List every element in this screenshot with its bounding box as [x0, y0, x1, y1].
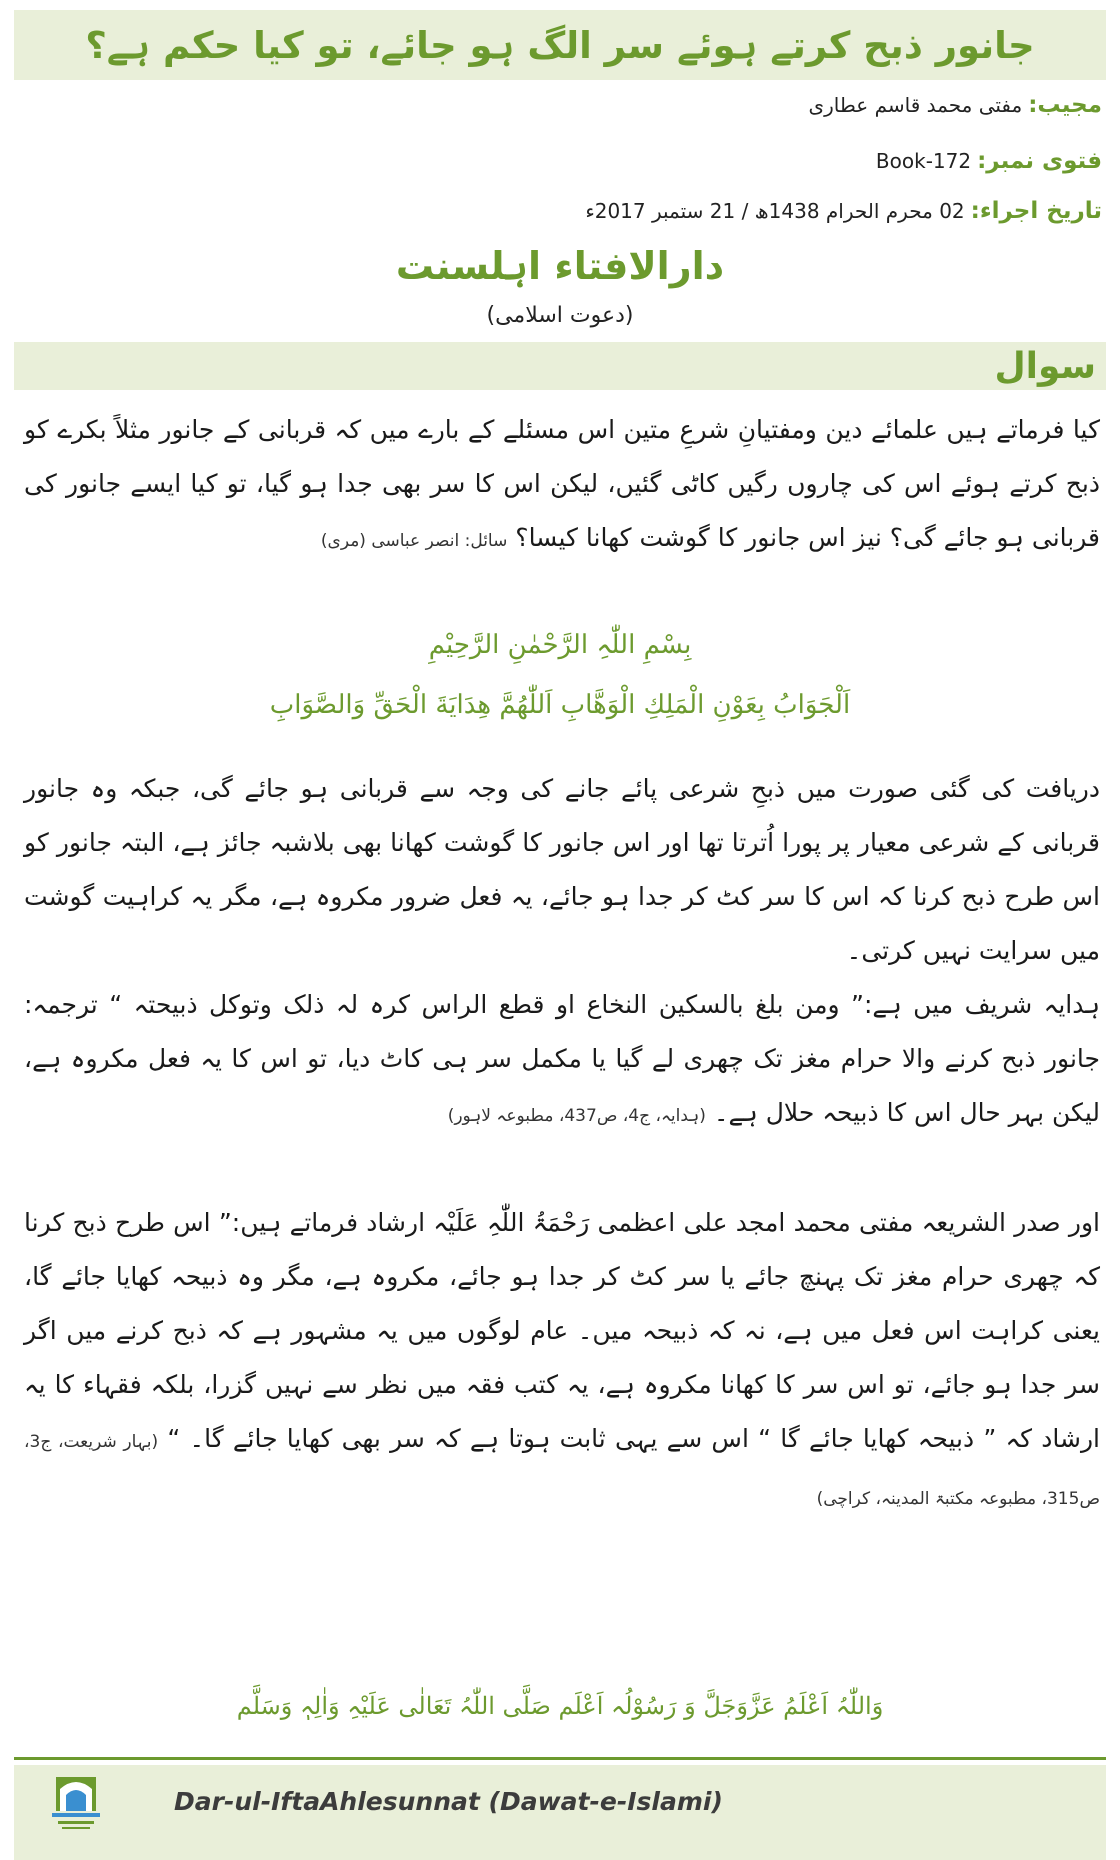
answer-paragraph-1: دریافت کی گئی صورت میں ذبحِ شرعی پائے جانے کی وجہ سے قربانی ہو جائے گی، جبکہ وہ جانور قربانی کے شرعی معیار پر پورا اُترتا تھا اور اس جانور کا گوشت کھانا بھی بلاشبہ جائز ہے، البتہ جانور کو اس طرح ذبح کرنا کہ اس کا سر کٹ کر جدا ہو جائے، یہ فعل ضرور مکروہ ہے، مگر یہ کراہیت گوشت میں سرایت نہیں کرتی۔	[24, 774, 1100, 965]
date-label: تاریخ اجراء:	[970, 198, 1102, 224]
answer-paragraph-2-block	[24, 978, 1100, 1143]
question-text-block	[24, 403, 1100, 568]
title-bar	[14, 10, 1106, 80]
asker: سائل: انصر عباسی (مری)	[320, 531, 508, 551]
fatwa-number-value: Book-172	[875, 149, 972, 173]
question-heading: سوال	[994, 345, 1096, 387]
dar-ul-ifta-logo-icon	[50, 1773, 102, 1833]
answer-paragraph-2: ہدایہ شریف میں ہے:” ومن بلغ بالسکین النخاع او قطع الراس کرہ لہ ذلک وتوکل ذبیحتہ “ ترجمہ: جانور ذبح کرنے والا حرام مغز تک چھری لے گیا یا مکمل سر ہی کاٹ دیا، تو اس کا یہ فعل مکروہ ہے، لیکن بہر حال اس کا ذبیحہ حلال ہے۔	[24, 990, 1100, 1127]
dawat-subheading: (دعوت اسلامی)	[486, 303, 634, 328]
mujeeb-label: مجیب:	[1028, 92, 1102, 118]
footer-brand: Dar-ul-IftaAhlesunnat (Dawat-e-Islami)	[174, 1787, 723, 1816]
fatwa-number-row	[876, 148, 1102, 174]
reference-hidaya: (ہدایہ، ج4، ص437، مطبوعہ لاہور)	[447, 1106, 706, 1126]
page-title: جانور ذبح کرتے ہوئے سر الگ ہو جائے، تو کیا حکم ہے؟	[85, 23, 1035, 67]
question-text: کیا فرماتے ہیں علمائے دین ومفتیانِ شرعِ متین اس مسئلے کے بارے میں کہ قربانی کے جانور مثلاً بکرے کو ذبح کرتے ہوئے اس کی چاروں رگیں کاٹی گئیں، لیکن اس کا سر بھی جدا ہو گیا، تو کیا ایسے جانور کی قربانی ہو جائے گی؟ نیز اس جانور کا گوشت کھانا کیسا؟	[24, 415, 1100, 552]
fatwa-number-label: فتوی نمبر:	[977, 148, 1102, 174]
question-heading-bar	[14, 342, 1106, 390]
date-value: 02 محرم الحرام 1438ھ / 21 ستمبر 2017ء	[585, 199, 965, 223]
bismillah: بِسْمِ اللّٰہِ الرَّحْمٰنِ الرَّحِیْمِ	[428, 630, 692, 660]
answer-paragraph-3-block	[24, 1196, 1100, 1526]
darul-ifta-heading: دارالافتاء اہلسنت	[395, 244, 725, 288]
footer	[14, 1765, 1106, 1860]
mujeeb-row	[808, 92, 1102, 118]
answer-paragraph-3: اور صدر الشریعہ مفتی محمد امجد علی اعظمی رَحْمَۃُ اللّٰہِ عَلَیْہ ارشاد فرماتے ہیں:” اس طرح ذبح کرنا کہ چھری حرام مغز تک پہنچ جائے یا سر کٹ کر جدا ہو جائے، مکروہ ہے، مگر وہ ذبیحہ کھایا جائے گا، یعنی کراہت اس فعل میں ہے، نہ کہ ذبیحہ میں۔ عام لوگوں میں یہ مشہور ہے کہ ذبح کرنے میں اگر سر جدا ہو جائے، تو اس سر کا کھانا مکروہ ہے، یہ کتب فقہ میں نظر سے نہیں گزرا، بلکہ فقہاء کا یہ ارشاد کہ ” ذبیحہ کھایا جائے گا “ اس سے یہی ثابت ہوتا ہے کہ سر بھی کھایا جائے گا۔ “	[24, 1208, 1100, 1453]
mujeeb-value: مفتی محمد قاسم عطاری	[808, 93, 1023, 117]
footer-divider	[14, 1757, 1106, 1760]
reference-bahar-e-shariat: (بہار شریعت، ج3، ص315، مطبوعہ مکتبۃ المدینہ، کراچی)	[24, 1432, 1100, 1509]
date-row	[585, 198, 1102, 224]
closing-invocation: وَاللّٰہُ اَعْلَمُ عَزَّوَجَلَّ وَ رَسُوْلُہ اَعْلَم صَلَّی اللّٰہُ تَعَالٰی عَلَیْہِ وَاٰلِہٖ وَسَلَّم	[236, 1692, 884, 1720]
answer-opening: اَلْجَوَابُ بِعَوْنِ الْمَلِكِ الْوَهَّابِ اَللّٰهُمَّ هِدَايَةَ الْحَقِّ وَالصَّوَابِ	[269, 690, 851, 720]
